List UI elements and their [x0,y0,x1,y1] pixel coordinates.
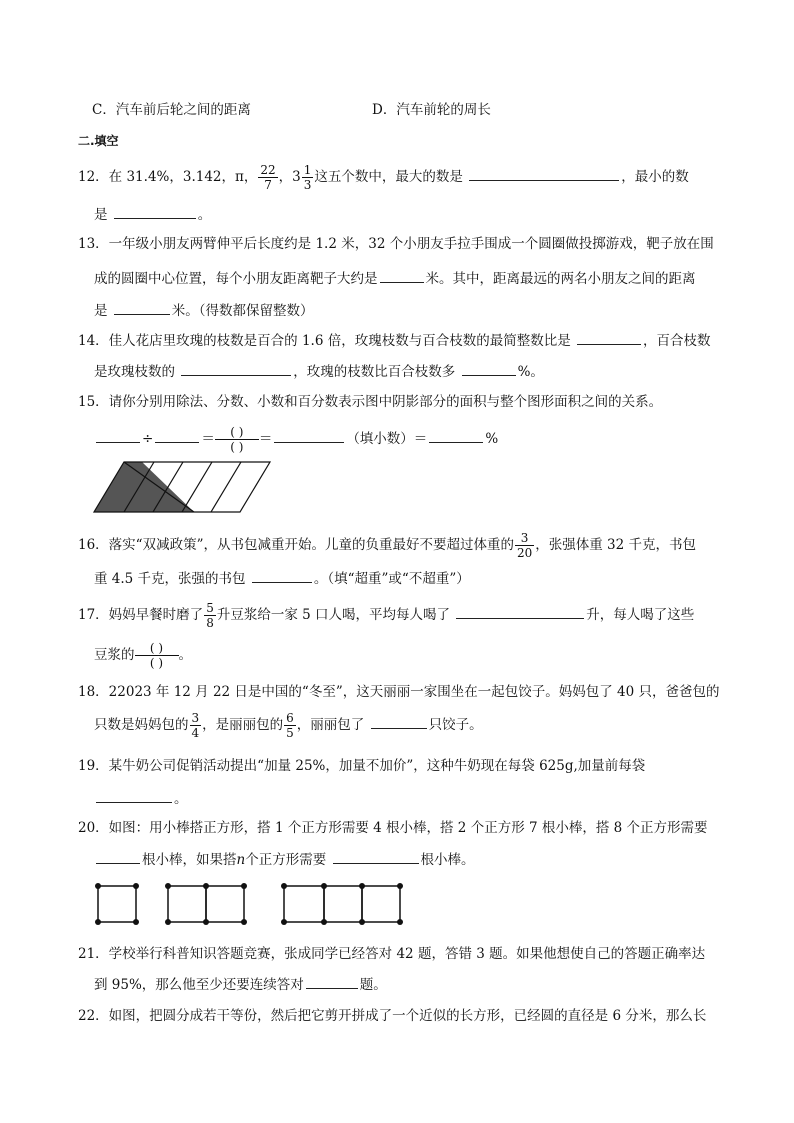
question-13-line-3: 是 米。（得数都保留整数） [94,300,314,321]
question-14-line-1: 14．佳人花店里玫瑰的枝数是百合的 1.6 倍，玫瑰枝数与百合枝数的最简整数比是 ，百合枝数 [78,330,711,351]
matchstick-squares-figure [92,882,412,926]
question-16-line-2: 重 4.5 千克，张强的书包 。（填“超重”或“不超重”） [94,568,470,589]
question-14-line-2: 是玫瑰枝数的 ，玫瑰的枝数比百合枝数多 %。 [94,361,544,382]
answer-blank[interactable] [96,849,140,864]
answer-blank[interactable] [114,204,196,219]
answer-blank[interactable] [577,330,641,345]
fraction-22-7: $\frac{22}{7}$ [260,163,276,192]
answer-blank[interactable] [114,300,170,315]
three-squares [362,886,400,922]
answer-blank[interactable] [252,568,312,583]
section-title: 二.填空 [78,134,119,148]
answer-blank[interactable] [96,428,140,443]
option-c: C．汽车前后轮之间的距离 [92,102,251,118]
question-15-line-1: 15．请你分别用除法、分数、小数和百分数表示图中阴影部分的面积与整个图形面积之间的关系。 [78,394,663,410]
answer-blank[interactable] [429,428,483,443]
fraction-3-20: $\frac{3}{20}$ [516,531,533,560]
answer-blank[interactable] [181,361,291,376]
question-21-line-2: 到 95%，那么他至少还要连续答对 题。 [94,974,387,995]
question-21-line-1: 21．学校举行科普知识答题竞赛，张成同学已经答对 42 题，答错 3 题。如果他想使自己的答题正确率达 [78,946,706,962]
question-18-line-1: 18．22023 年 12 月 22 日是中国的“冬至”，这天丽丽一家围坐在一起包饺子。妈妈包了 40 只，爸爸包的 [78,684,720,700]
question-12-line-1: 12．在 31.4%，3.142，π， $\frac{22}{7}$ ，3 $\frac{1}{3}$ 这五个数中，最大的数是 ，最小的数 [78,163,689,192]
answer-blank[interactable] [456,604,584,619]
answer-blank[interactable] [380,268,424,283]
question-20-line-2: 根小棒，如果搭n个正方形需要 根小棒。 [94,849,475,870]
answer-blank[interactable] [469,166,619,181]
answer-blank[interactable] [333,849,419,864]
fraction-placeholder: $\frac{( )}{( )}$ [215,425,259,454]
fraction-3-4: $\frac{3}{4}$ [191,711,200,740]
question-22-line-1: 22．如图，把圆分成若干等份，然后把它剪开拼成了一个近似的长方形，已经圆的直径是 6 分米，那么长 [78,1008,707,1024]
question-13-line-2: 成的圆圈中心位置，每个小朋友距离靶子大约是 米。其中，距离最远的两名小朋友之间的距离 [94,268,696,289]
question-13-line-1: 13．一年级小朋友两臂伸平后长度约是 1.2 米，32 个小朋友手拉手围成一个圆圈做投掷游戏，靶子放在围 [78,236,714,252]
question-19-line-1: 19．某牛奶公司促销活动提出“加量 25%，加量不加价”，这种牛奶现在每袋 625g,加量前每袋 [78,758,646,774]
question-18-line-2: 只数是妈妈包的 $\frac{3}{4}$ ，是丽丽包的 $\frac{6}{5}$ ，丽丽包了 只饺子。 [94,711,483,740]
question-17-line-2: 豆浆的 $\frac{( )}{( )}$ 。 [94,641,192,670]
fraction-6-5: $\frac{6}{5}$ [286,711,294,740]
two-squares [206,886,244,922]
fraction-5-8: $\frac{5}{8}$ [206,601,214,630]
question-15-line-2: ÷ ＝ $\frac{( )}{( )}$ ＝ （填小数）＝ % [94,422,498,456]
answer-blank[interactable] [155,428,199,443]
fraction-1-3: $\frac{1}{3}$ [303,163,312,192]
question-20-line-1: 20．如图：用小棒搭正方形，搭 1 个正方形需要 4 根小棒，搭 2 个正方形 7 根小棒，搭 8 个正方形需要 [78,820,708,836]
answer-blank[interactable] [371,714,427,729]
one-square [98,886,136,922]
question-19-line-2: 。 [94,788,188,809]
parallelogram-figure [94,460,274,516]
fraction-placeholder: $\frac{( )}{( )}$ [135,641,179,670]
answer-blank[interactable] [462,361,516,376]
question-12-line-2: 是 。 [94,204,211,225]
answer-blank[interactable] [96,788,172,803]
answer-blank[interactable] [274,428,344,443]
question-16-line-1: 16．落实“双减政策”，从书包减重开始。儿童的负重最好不要超过体重的 $\frac{3}{20}$ ，张强体重 32 千克，书包 [78,531,697,560]
answer-blank[interactable] [306,974,358,989]
question-17-line-1: 17．妈妈早餐时磨了 $\frac{5}{8}$ 升豆浆给一家 5 口人喝，平均每人喝了 升，每人喝了这些 [78,601,695,630]
option-d: D．汽车前轮的周长 [372,102,491,118]
